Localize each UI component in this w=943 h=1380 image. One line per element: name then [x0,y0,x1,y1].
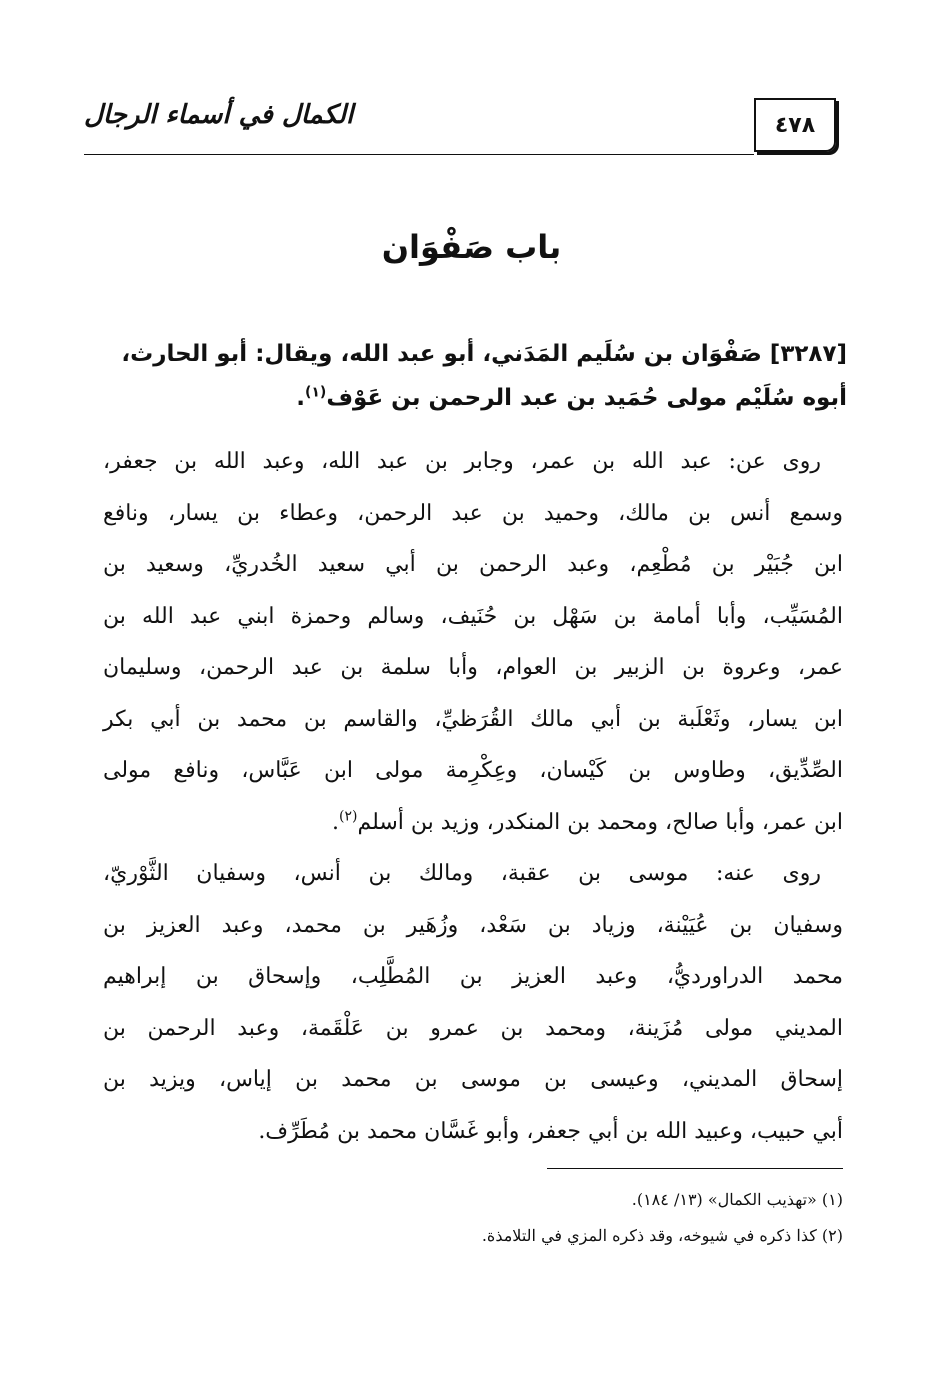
p1-line-5: عمر، وعروة بن الزبير بن العوام، وأبا سلمة بن عبد الرحمن، وسليمان [103,655,843,680]
p1-last-end: . [331,809,339,835]
page-header [84,98,836,158]
p1-line-4: المُسَيِّب، وأبا أمامة بن سَهْل بن حُنَيف، وسالم وحمزة ابني عبد الله بن [103,603,843,629]
running-title: الكمال في أسماء الرجال [84,100,354,130]
entry-heading-end: . [296,385,305,411]
body-text [103,436,843,1157]
entry-heading-line-1: [٣٢٨٧] صَفْوَان بن سُلَيم المَدَني، أبو عبد الله، ويقال: أبو الحارث، [121,341,847,367]
p1-line-7: الصِّدِّيق، وطاوس بن كَيْسان، وعِكْرِمة مولى ابن عَبَّاس، ونافع مولى [103,758,843,783]
entry-heading [105,332,847,420]
p2-line-1: روى عنه: موسى بن عقبة، ومالك بن أنس، وسفيان الثَّوْريّ، [103,861,821,886]
footnote-2: (٢) كذا ذكره في شيوخه، وقد ذكره المزي في التلامذة. [481,1226,843,1245]
p1-line-2: وسمع أنس بن مالك، وحميد بن عبد الرحمن، وعطاء بن يسار، ونافع [103,500,843,526]
p1-line-1: روى عن: عبد الله بن عمر، وجابر بن عبد الله، وعبد الله بن جعفر، [103,449,821,474]
p2-line-5: إسحاق المديني، وعيسى بن موسى بن محمد بن إياس، ويزيد بن [103,1067,843,1092]
p2-line-3: محمد الدراورديُّ، وعبد العزيز بن المُطَّلِب، وإسحاق بن إبراهيم [103,964,843,989]
entry-heading-text: أبوه سُلَيْم مولى حُمَيد بن عبد الرحمن بن عَوْف [326,385,847,411]
footnotes [103,1182,843,1254]
entry-heading-line-2 [105,376,847,420]
p1-line-3: ابن جُبَيْر بن مُطْعِم، وعبد الرحمن بن أبي سعيد الخُدريِّ، وسعيد بن [103,552,843,577]
footnote-ref-2: (٢) [338,808,358,825]
footnote-separator [547,1168,843,1169]
section-title: باب صَفْوَان [381,228,562,266]
p2-line-6: أبي حبيب، وعبيد الله بن أبي جعفر، وأبو غَسَّان محمد بن مُطَرِّف. [258,1118,843,1144]
header-rule [84,154,754,155]
p1-line-8 [103,797,843,849]
p2-line-2: وسفيان بن عُيَيْنة، وزياد بن سَعْد، وزُهَير بن محمد، وعبد العزيز بن [103,912,843,938]
p1-line-6: ابن يسار، وثَعْلَبة بن أبي مالك القُرَظيِّ، والقاسم بن محمد بن أبي بكر [103,706,843,732]
footnote-1: (١) «تهذيب الكمال» (١٣/ ١٨٤). [631,1190,843,1209]
footnote-ref-1: (١) [304,384,327,401]
p1-last-text: ابن عمر، وأبا صالح، ومحمد بن المنكدر، وزيد بن أسلم [357,809,843,835]
page-number: ٤٧٨ [754,98,836,152]
p2-line-4: المديني مولى مُزَينة، ومحمد بن عمرو بن عَلْقَمة، وعبد الرحمن بن [103,1015,843,1041]
